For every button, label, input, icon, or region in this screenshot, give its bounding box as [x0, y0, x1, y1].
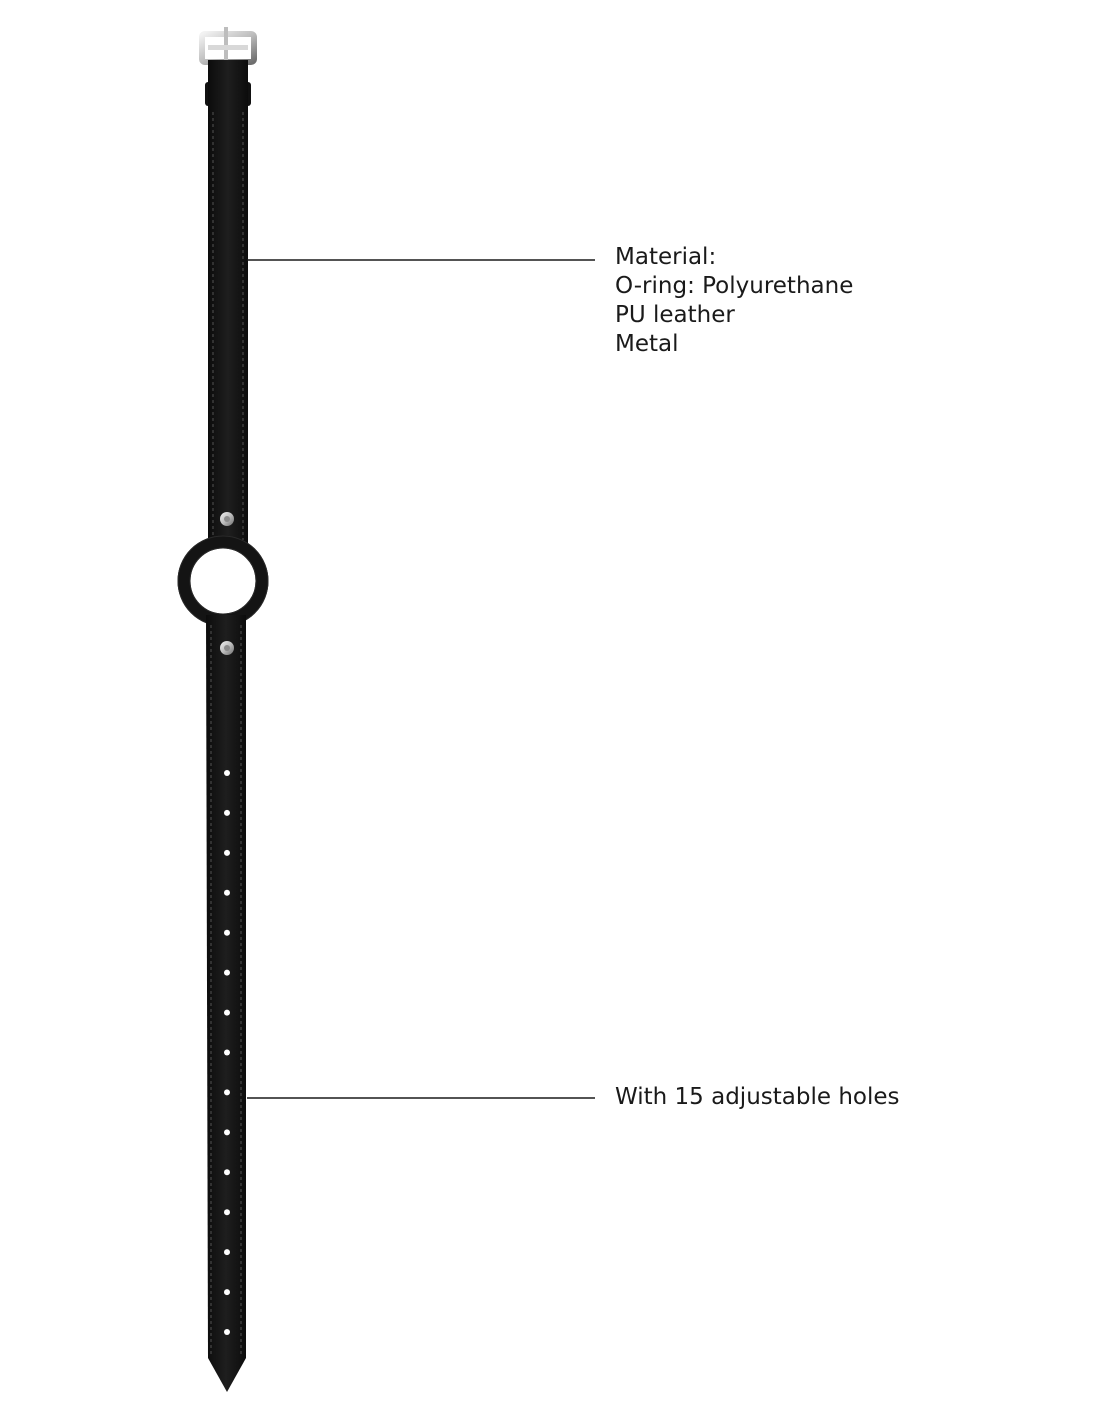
- adjustable-hole: [224, 850, 230, 856]
- lower-strap-body: [206, 615, 246, 1392]
- adjustable-hole: [224, 770, 230, 776]
- holes-text: With 15 adjustable holes: [615, 1084, 900, 1110]
- buckle-bar: [208, 45, 248, 50]
- holes-callout: [615, 1083, 900, 1112]
- adjustable-hole: [224, 1129, 230, 1135]
- adjustable-hole: [224, 930, 230, 936]
- adjustable-holes: [224, 770, 230, 1335]
- upper-strap-body: [208, 60, 248, 548]
- buckle: [202, 27, 254, 63]
- material-heading: Material:: [615, 244, 717, 270]
- adjustable-hole: [224, 810, 230, 816]
- lower-strap: [206, 615, 246, 1392]
- adjustable-hole: [224, 1089, 230, 1095]
- adjustable-hole: [224, 970, 230, 976]
- material-line-pu-leather: PU leather: [615, 302, 735, 328]
- material-line-oring: O-ring: Polyurethane: [615, 273, 854, 299]
- adjustable-hole: [224, 1209, 230, 1215]
- adjustable-hole: [224, 1329, 230, 1335]
- material-callout: [615, 243, 853, 359]
- adjustable-hole: [224, 1010, 230, 1016]
- material-line-metal: Metal: [615, 331, 679, 357]
- adjustable-hole: [224, 1050, 230, 1056]
- adjustable-hole: [224, 1169, 230, 1175]
- adjustable-hole: [224, 890, 230, 896]
- o-ring: [178, 536, 268, 626]
- upper-strap: [205, 60, 251, 548]
- adjustable-hole: [224, 1289, 230, 1295]
- adjustable-hole: [224, 1249, 230, 1255]
